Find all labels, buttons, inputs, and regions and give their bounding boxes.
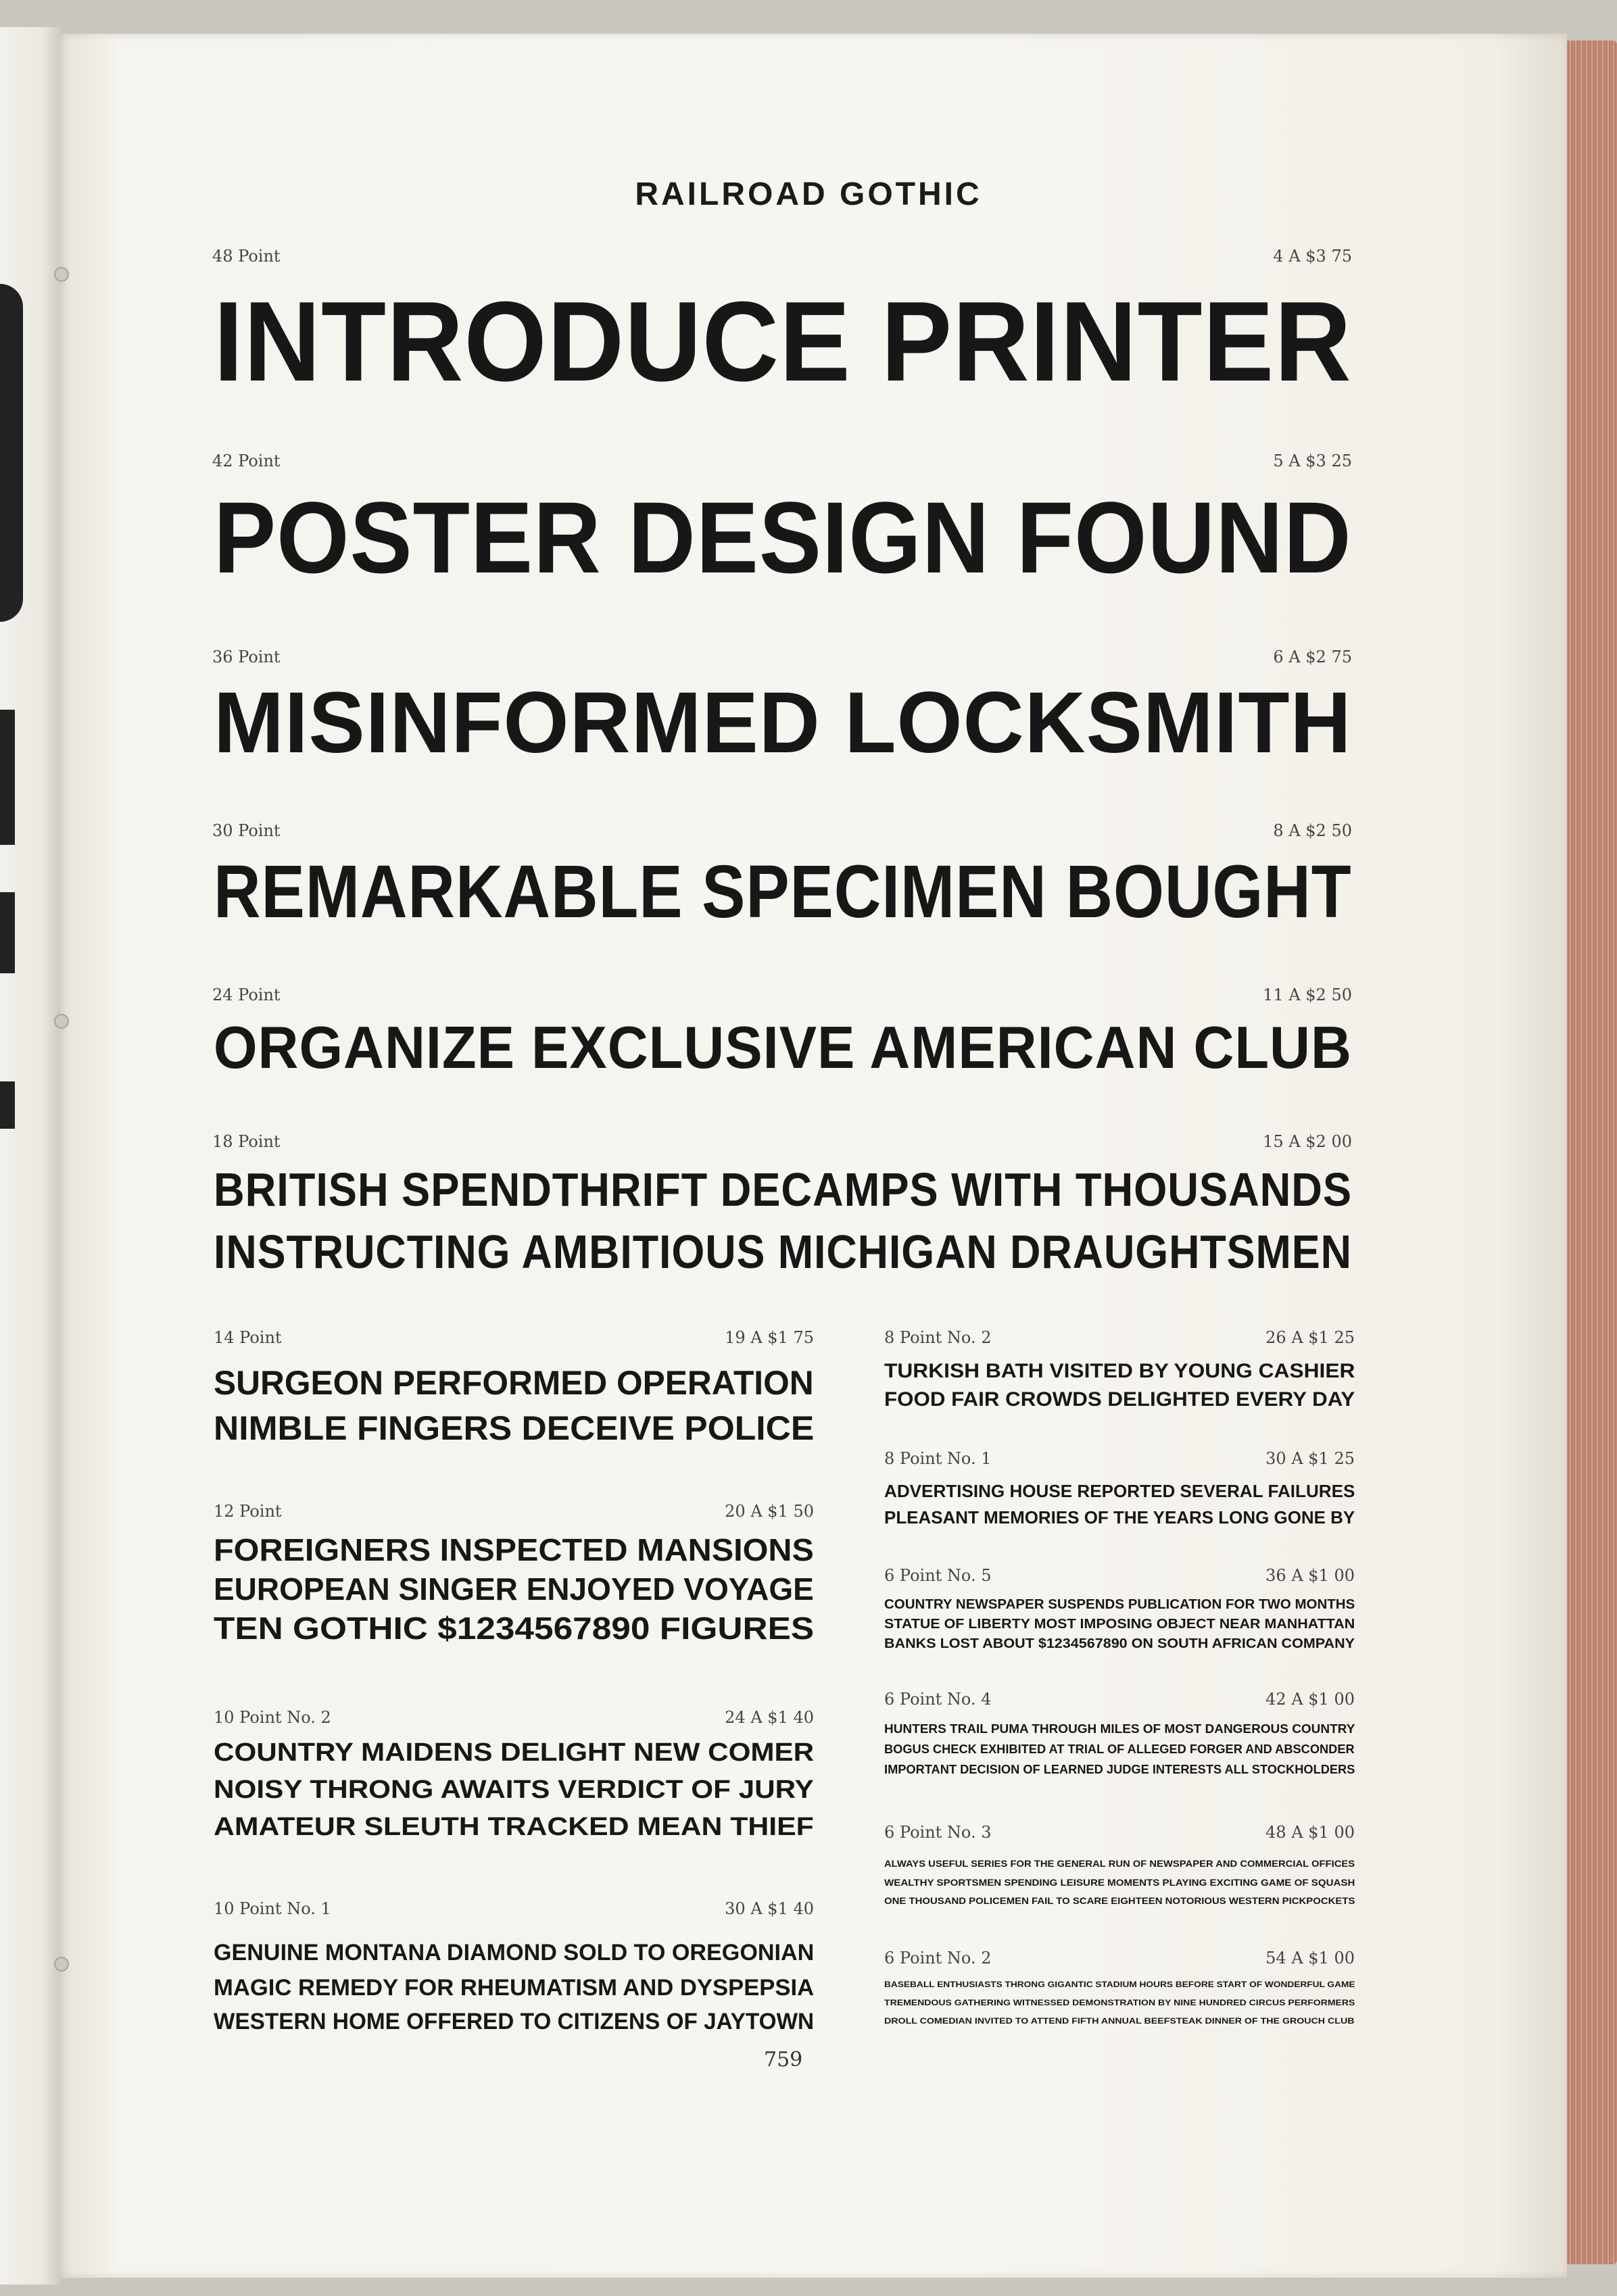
specimen-price: 20 A $1 50 [725, 1502, 814, 1521]
specimen-line: PLEASANT MEMORIES OF THE YEARS LONG GONE BY [884, 1507, 1355, 1528]
specimen-line: COUNTRY MAIDENS DELIGHT NEW COMER [214, 1738, 815, 1767]
specimen-line: WEALTHY SPORTSMEN SPENDING LEISURE MOMENTS PLAYING EXCITING GAME OF SQUASH [884, 1877, 1355, 1888]
specimen-line: BOGUS CHECK EXHIBITED AT TRIAL OF ALLEGED FORGER AND ABSCONDER [884, 1742, 1355, 1756]
specimen-size-label: 10 Point No. 2 [214, 1708, 331, 1727]
binding-hole [54, 267, 69, 282]
specimen-line: NOISY THRONG AWAITS VERDICT OF JURY [214, 1776, 814, 1804]
specimen-price: 26 A $1 25 [1265, 1328, 1355, 1347]
specimen-line: POSTER DESIGN FOUND [214, 481, 1352, 594]
specimen-line: DROLL COMEDIAN INVITED TO ATTEND FIFTH ANNUAL BEEFSTEAK DINNER OF THE GROUCH CLUB [884, 2016, 1355, 2026]
specimen-line: MISINFORMED LOCKSMITH [214, 675, 1352, 771]
specimen-price: 30 A $1 40 [725, 1899, 814, 1918]
specimen-price: 6 A $2 75 [1273, 648, 1352, 666]
page-title: RAILROAD GOTHIC [635, 176, 982, 212]
specimen-line: SURGEON PERFORMED OPERATION [214, 1364, 814, 1402]
specimen-line: REMARKABLE SPECIMEN BOUGHT [214, 850, 1352, 933]
specimen-line: COUNTRY NEWSPAPER SUSPENDS PUBLICATION FOR TWO MONTHS [884, 1597, 1355, 1612]
specimen-line: BRITISH SPENDTHRIFT DECAMPS WITH THOUSANDS [214, 1163, 1352, 1216]
specimen-size-label: 36 Point [212, 648, 281, 666]
specimen-size-label: 48 Point [212, 247, 281, 266]
specimen-line: INTRODUCE PRINTER [214, 278, 1352, 405]
specimen-size-label: 6 Point No. 5 [884, 1566, 992, 1585]
specimen-line: TREMENDOUS GATHERING WITNESSED DEMONSTRATION BY NINE HUNDRED CIRCUS PERFORMERS [884, 1998, 1355, 2007]
specimen-line: AMATEUR SLEUTH TRACKED MEAN THIEF [214, 1813, 814, 1841]
specimen-size-label: 8 Point No. 1 [884, 1449, 992, 1468]
specimen-price: 48 A $1 00 [1265, 1823, 1355, 1842]
specimen-line: WESTERN HOME OFFERED TO CITIZENS OF JAYTOWN [214, 2009, 815, 2034]
specimen-price: 19 A $1 75 [725, 1328, 814, 1347]
specimen-line: ORGANIZE EXCLUSIVE AMERICAN CLUB [214, 1014, 1352, 1081]
book-page-edges [1567, 41, 1617, 2264]
specimen-line: ADVERTISING HOUSE REPORTED SEVERAL FAILURES [884, 1481, 1355, 1501]
specimen-size-label: 42 Point [212, 451, 281, 470]
specimen-price: 8 A $2 50 [1273, 821, 1352, 840]
specimen-price: 15 A $2 00 [1263, 1132, 1352, 1151]
specimen-size-label: 6 Point No. 4 [884, 1690, 992, 1709]
specimen-price: 30 A $1 25 [1265, 1449, 1355, 1468]
specimen-line: INSTRUCTING AMBITIOUS MICHIGAN DRAUGHTSMEN [214, 1225, 1352, 1278]
specimen-line: TURKISH BATH VISITED BY YOUNG CASHIER [884, 1360, 1355, 1382]
specimen-size-label: 24 Point [212, 985, 281, 1004]
specimen-size-label: 10 Point No. 1 [214, 1899, 331, 1918]
specimen-size-label: 12 Point [214, 1502, 282, 1521]
specimen-line: TEN GOTHIC $1234567890 FIGURES [214, 1611, 815, 1646]
specimen-line: STATUE OF LIBERTY MOST IMPOSING OBJECT NEAR MANHATTAN [884, 1617, 1355, 1632]
specimen-line: ONE THOUSAND POLICEMEN FAIL TO SCARE EIGHTEEN NOTORIOUS WESTERN PICKPOCKETS [884, 1895, 1355, 1906]
specimen-size-label: 18 Point [212, 1132, 281, 1151]
specimen-price: 4 A $3 75 [1273, 247, 1352, 266]
left-page-edge [0, 27, 61, 2285]
left-page-bleed-glyph [0, 710, 15, 845]
specimen-price: 5 A $3 25 [1273, 451, 1352, 470]
specimen-line: HUNTERS TRAIL PUMA THROUGH MILES OF MOST DANGEROUS COUNTRY [884, 1722, 1355, 1736]
specimen-line: NIMBLE FINGERS DECEIVE POLICE [214, 1409, 815, 1447]
specimen-line: FOOD FAIR CROWDS DELIGHTED EVERY DAY [884, 1388, 1355, 1411]
left-page-bleed-glyph [0, 1081, 15, 1129]
specimen-line: EUROPEAN SINGER ENJOYED VOYAGE [214, 1571, 814, 1607]
specimen-line: GENUINE MONTANA DIAMOND SOLD TO OREGONIAN [214, 1940, 815, 1965]
specimen-line: BANKS LOST ABOUT $1234567890 ON SOUTH AFRICAN COMPANY [884, 1636, 1355, 1651]
specimen-price: 11 A $2 50 [1263, 985, 1352, 1004]
specimen-size-label: 30 Point [212, 821, 281, 840]
left-page-bleed-glyph [0, 892, 15, 973]
specimen-size-label: 6 Point No. 2 [884, 1949, 992, 1968]
specimen-price: 42 A $1 00 [1265, 1690, 1355, 1709]
specimen-price: 36 A $1 00 [1265, 1566, 1355, 1585]
specimen-line: FOREIGNERS INSPECTED MANSIONS [214, 1532, 814, 1567]
left-page-bleed-glyph [0, 284, 23, 622]
specimen-line: IMPORTANT DECISION OF LEARNED JUDGE INTERESTS ALL STOCKHOLDERS [884, 1763, 1355, 1776]
binding-hole [54, 1957, 69, 1972]
specimen-price: 54 A $1 00 [1265, 1949, 1355, 1968]
binding-hole [54, 1014, 69, 1029]
specimen-size-label: 8 Point No. 2 [884, 1328, 992, 1347]
specimen-line: BASEBALL ENTHUSIASTS THRONG GIGANTIC STADIUM HOURS BEFORE START OF WONDERFUL GAME [884, 1980, 1355, 1989]
specimen-line: MAGIC REMEDY FOR RHEUMATISM AND DYSPEPSIA [214, 1975, 815, 2001]
specimen-size-label: 6 Point No. 3 [884, 1823, 992, 1842]
specimen-size-label: 14 Point [214, 1328, 282, 1347]
page-number: 759 [764, 2048, 803, 2072]
specimen-line: ALWAYS USEFUL SERIES FOR THE GENERAL RUN OF NEWSPAPER AND COMMERCIAL OFFICES [884, 1858, 1355, 1869]
specimen-price: 24 A $1 40 [725, 1708, 814, 1727]
